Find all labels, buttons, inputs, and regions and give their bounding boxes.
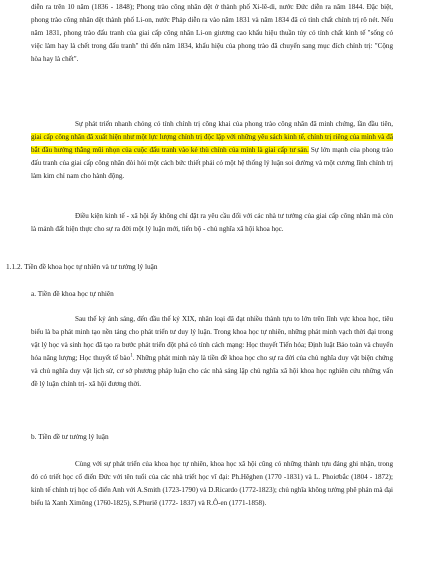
section-heading-1-1-2: 1.1.2. Tiền đề khoa học tự nhiên và tư tưởng lý luận (6, 262, 158, 271)
paragraph-science (31, 313, 393, 391)
subsection-heading-a: a. Tiền đề khoa học tự nhiên (31, 289, 114, 298)
paragraph-growth (31, 118, 393, 183)
paragraph-conditions: Điều kiện kinh tế - xã hội ấy không chỉ đặt ra yêu cầu đối với các nhà tư tưởng của giai cấp công nhân mà còn là mảnh đất hiện thực cho sự ra đời một lý luận mới, tiến bộ - chủ nghĩa xã hội khoa học. (31, 212, 393, 233)
highlighted-text: giai cấp công nhân đã xuất hiện như một lực lượng chính trị độc lập với những yêu sách kinh tế, chính trị riêng của mình và đã bắt đầu hướng thẳng mũi nhọn của cuộc đấu tranh vào kẻ thù chính của mình là giai cấp tư sản. (31, 133, 393, 154)
footnote-marker[interactable]: 1 (130, 353, 133, 359)
science-text: Sau thế kỷ ánh sáng, đến đầu thế kỷ XIX, nhân loại đã đạt nhiều thành tựu to lớn trên lĩnh vực khoa học, tiêu biểu là ba phát minh tạo nền tảng cho phát triển tư duy lý luận. Trong khoa học tự nhiên, những phát minh vạch thời đại trong vật lý học và sinh học đã tạo ra bước phát triển đột phá có tính cách mạng: Học thuyết Tiến hóa; Định luật Bảo toàn và chuyển hóa năng lượng; Học thuyết tế bào (31, 315, 393, 362)
paragraph-theory: Cùng với sự phát triển của khoa học tự nhiên, khoa học xã hội cũng có những thành tựu đáng ghi nhận, trong đó có triết học cổ điển Đức với tên tuổi của các nhà triết học vĩ đại: Ph.Hêghen (1770 -1831) và L. Phoiơbắc (1804 - 1872); kinh tế chính trị học cổ điển Anh với A.Smith (1723-1790) và D.Ricardo (1772-1823); chủ nghĩa không tưởng phê phán mà đại biểu là Xanh Ximông (1760-1825), S.Phuriê (1772- 1837) và R.Ô-en (1771-1858). (31, 460, 393, 507)
subsection-heading-b: b. Tiền đề tư tưởng lý luận (31, 432, 109, 441)
growth-text-before: Sự phát triển nhanh chóng có tính chính trị công khai của phong trào công nhân đã minh chứng, lần đầu tiên, (75, 120, 393, 128)
growth-text-after: Sự lớn mạnh của phong trào đấu tranh của giai cấp công nhân đòi hỏi một cách bức thiết phải có một hệ thống lý luận soi đường và một cương lĩnh chính trị làm kim chỉ nam cho hành động. (31, 146, 393, 180)
paragraph-intro: diễn ra trên 10 năm (1836 - 1848); Phong trào công nhân dệt ở thành phố Xi-lê-di, nước Đức diễn ra năm 1844. Đặc biệt, phong trào công nhân dệt thành phố Li-on, nước Pháp diễn ra vào năm 1831 và năm 1834 đã có tính chất chính trị rõ nét. Nếu năm 1831, phong trào đấu tranh của giai cấp công nhân Li-on giương cao khẩu hiệu thuần túy có tính chất kinh tế "sống có việc làm hay là chết trong đấu tranh" thì đến năm 1834, khẩu hiệu của phong trào đã chuyển sang mục đích chính trị: "Cộng hòa hay là chết". (31, 3, 393, 63)
science-text-rest: . Những phát minh này là tiền đề khoa học cho sự ra đời của chủ nghĩa duy vật biện chứng và chủ nghĩa duy vật lịch sử, cơ sở phương pháp luận cho các nhà sáng lập chủ nghĩa xã hội khoa học nghiên cứu những vấn đề lý luận chính trị- xã hội đương thời. (31, 354, 393, 388)
